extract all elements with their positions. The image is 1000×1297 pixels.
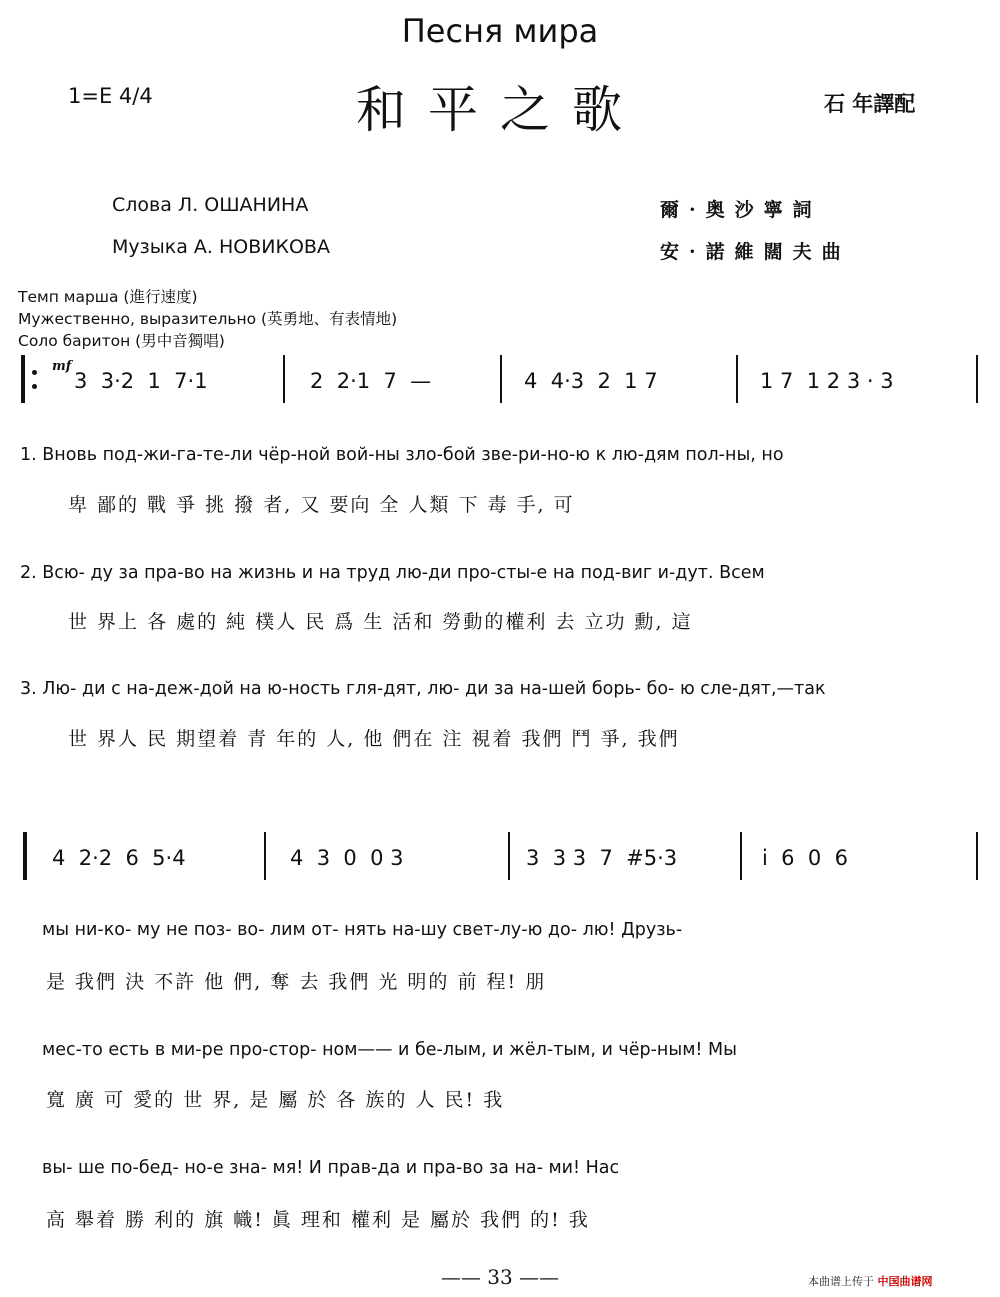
verse-1-ru: 1. Вновь под-жи-га-те-ли чёр-ной вой-ны зло-бой зве-ри-но-ю к лю-дям пол-ны, но	[20, 445, 784, 465]
measure: 3 3 3 7 #5·3	[526, 846, 678, 870]
staff-system-2	[18, 832, 980, 882]
repeat-barline	[21, 355, 25, 403]
measure: 4 4·3 2 1 7	[524, 369, 658, 393]
barline	[976, 355, 978, 403]
verse-1-cont-ru: мы ни-ко- му не поз- во- лим от- нять на-шу свет-лу-ю до- лю! Друзь-	[42, 920, 683, 940]
voice-marking: Соло баритон (男中音獨唱)	[18, 332, 225, 350]
barline	[264, 832, 266, 880]
page-number: —— 33 ——	[440, 1265, 560, 1289]
lyricist-cn: 爾·奥沙寧詞	[660, 199, 822, 221]
watermark	[808, 1273, 933, 1289]
barline	[740, 832, 742, 880]
barline	[976, 832, 978, 880]
barline	[283, 355, 285, 403]
verse-1-cn: 卑 鄙的 戰 爭 挑 撥 者, 又 要向 全 人類 下 毒 手, 可	[68, 494, 575, 516]
watermark-prefix: 本曲谱上传于	[808, 1275, 874, 1288]
key-signature: 1=E 4/4	[68, 84, 153, 108]
barline	[23, 832, 27, 880]
watermark-brand: 中国曲谱网	[877, 1275, 933, 1288]
staff-system-1	[18, 355, 980, 405]
barline	[500, 355, 502, 403]
measure: 3 3·2 1 7·1	[74, 369, 208, 393]
barline	[736, 355, 738, 403]
measure: 4 3 0 0 3	[290, 846, 404, 870]
verse-2-cont-cn: 寬 廣 可 愛的 世 界, 是 屬 於 各 族的 人 民! 我	[46, 1089, 505, 1111]
measure: 2 2·1 7 —	[310, 369, 432, 393]
title-russian: Песня мира	[401, 12, 599, 50]
title-chinese: 和平之歌	[356, 81, 644, 139]
verse-3-cont-ru: вы- ше по-бед- но-е зна- мя! И прав-да и пра-во за на- ми! Нас	[42, 1158, 620, 1178]
expression-marking: Мужественно, выразительно (英勇地、有表情地)	[18, 310, 398, 328]
barline	[508, 832, 510, 880]
verse-2-ru: 2. Всю- ду за пра-во на жизнь и на труд лю-ди про-сты-е на под-виг и-дут. Всем	[20, 563, 765, 583]
dynamic-mark: mf	[52, 359, 72, 374]
tempo-marking: Темп марша (進行速度)	[18, 288, 198, 306]
verse-2-cont-ru: мес-то есть в ми-ре про-стор- ном—— и бе-лым, и жёл-тым, и чёр-ным! Мы	[42, 1040, 737, 1060]
verse-2-cn: 世 界上 各 處的 純 樸人 民 爲 生 活和 勞動的權利 去 立功 勳, 這	[68, 611, 693, 633]
repeat-dot	[32, 384, 37, 389]
lyricist-ru: Слова Л. ОШАНИНА	[112, 194, 309, 216]
translator-credit: 石 年譯配	[824, 91, 916, 116]
composer-ru: Музыка А. НОВИКОВА	[112, 236, 330, 258]
verse-3-cn: 世 界人 民 期望着 青 年的 人, 他 們在 注 視着 我們 鬥 爭, 我們	[68, 728, 680, 750]
measure: 1 7 1 2 3 · 3	[760, 369, 894, 393]
measure: i 6 0 6	[762, 846, 848, 870]
verse-1-cont-cn: 是 我們 決 不許 他 們, 奪 去 我們 光 明的 前 程! 朋	[46, 971, 547, 993]
measure: 4 2·2 6 5·4	[52, 846, 186, 870]
repeat-dot	[32, 370, 37, 375]
verse-3-ru: 3. Лю- ди с на-деж-дой на ю-ность гля-дят, лю- ди за на-шей борь- бо- ю сле-дят,—так	[20, 679, 826, 699]
composer-cn: 安·諾維闊夫曲	[660, 241, 851, 263]
verse-3-cont-cn: 高 舉着 勝 利的 旗 幟! 眞 理和 權利 是 屬於 我們 的! 我	[46, 1209, 590, 1231]
